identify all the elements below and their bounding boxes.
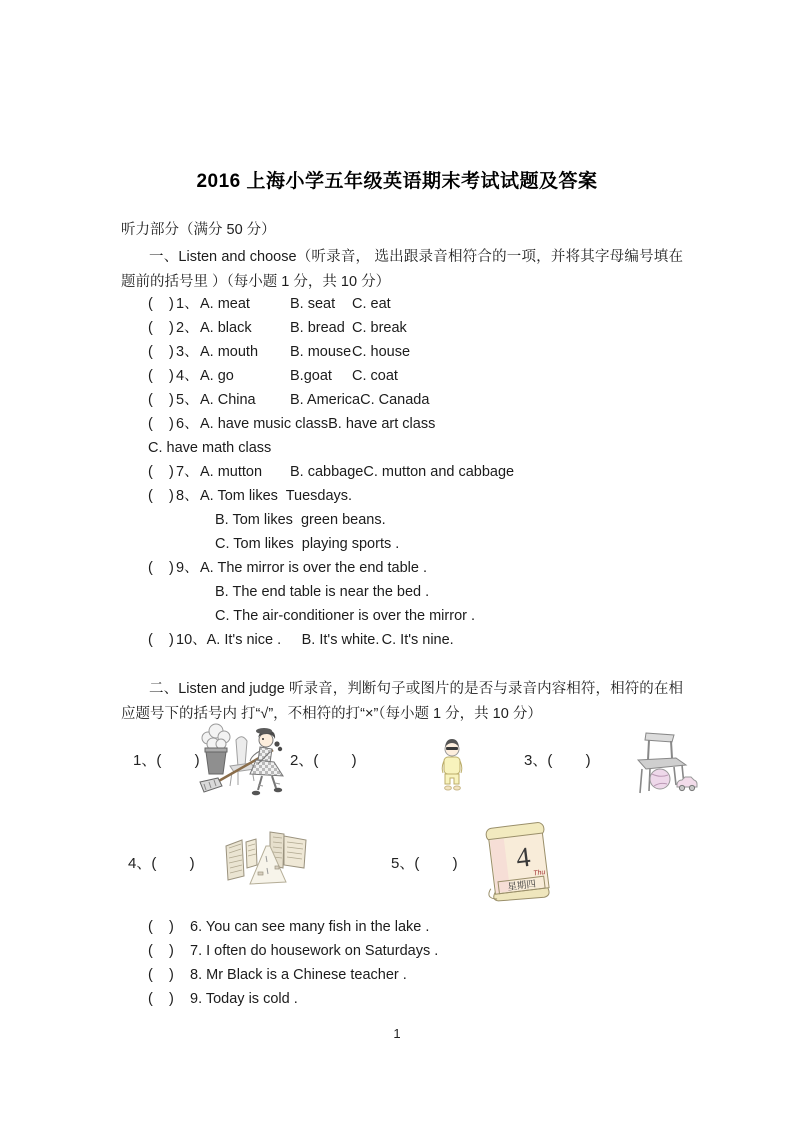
option-a: A. black — [200, 320, 252, 336]
option-b: B. cabbage — [290, 464, 364, 480]
question-number: 7、 — [176, 464, 199, 480]
answer-bracket: ( ) — [148, 368, 174, 384]
option-b: B. have art class — [328, 416, 436, 432]
answer-bracket: ( ) — [148, 392, 174, 408]
girl-sweeping-floor-illustration — [193, 723, 295, 805]
section2-statements — [121, 915, 438, 1011]
answer-bracket: ( ) — [148, 488, 174, 504]
ball-under-chair-with-toy-car-illustration — [618, 730, 698, 800]
question-row-3 — [121, 340, 731, 364]
question-8-option-b: B. Tom likes green beans. — [215, 512, 386, 528]
option-c: C. mutton and cabbage — [363, 464, 515, 480]
section1-question-list — [121, 292, 731, 652]
calendar-day-number: 4 — [514, 841, 533, 875]
question-row-7 — [121, 460, 731, 484]
question-number: 10、 — [176, 632, 207, 648]
option-b: B.goat — [290, 368, 332, 384]
option-c: C. coat — [352, 368, 398, 384]
statement-text: 8. Mr Black is a Chinese teacher . — [190, 967, 407, 983]
question-number: 1、 — [176, 296, 199, 312]
question-9-option-c: C. The air-conditioner is over the mirror . — [215, 608, 476, 624]
calendar-weekday-en: Thu — [532, 869, 546, 878]
question-number: 4、 — [176, 368, 199, 384]
option-b: B. mouse — [290, 344, 352, 360]
question-number: 2、 — [176, 320, 199, 336]
option-a: A. have music class — [200, 416, 329, 432]
answer-bracket: ( ) — [148, 943, 174, 959]
question-row-9 — [121, 556, 731, 580]
option-a: A. China — [200, 392, 256, 408]
question-number: 6、 — [176, 416, 199, 432]
city-street-buildings-illustration — [220, 826, 310, 888]
question-row-4 — [121, 364, 731, 388]
statement-text: 7. I often do housework on Saturdays . — [190, 943, 439, 959]
option-a: A. mutton — [200, 464, 263, 480]
question-number: 8、 — [176, 488, 199, 504]
picture-1-label: 1、( ) — [133, 752, 200, 769]
answer-bracket: ( ) — [148, 967, 174, 983]
option-a: A. go — [200, 368, 234, 384]
page-number: 1 — [393, 1026, 401, 1041]
option-a: A. Tom likes Tuesdays. — [200, 488, 353, 504]
option-a: A. mouth — [200, 344, 259, 360]
answer-bracket: ( ) — [148, 464, 174, 480]
answer-bracket: ( ) — [148, 560, 174, 576]
statement-text: 6. You can see many fish in the lake . — [190, 919, 430, 935]
question-8-option-c: C. Tom likes playing sports . — [215, 536, 400, 552]
option-b: B. seat — [290, 296, 336, 312]
picture-4-label: 4、( ) — [128, 855, 195, 872]
question-row-2 — [121, 316, 731, 340]
question-number: 9、 — [176, 560, 199, 576]
option-c: C. house — [352, 344, 411, 360]
answer-bracket: ( ) — [148, 416, 174, 432]
question-6-option-c: C. have math class — [148, 440, 272, 456]
question-row-5 — [121, 388, 731, 412]
option-c: C. It's nine. — [381, 632, 454, 648]
picture-2-label: 2、( ) — [290, 752, 357, 769]
statement-row-6 — [121, 915, 438, 939]
page-title: 2016 上海小学五年级英语期末考试试题及答案 — [196, 171, 598, 192]
option-b: B. America — [290, 392, 361, 408]
listening-part-header: 听力部分（满分 50 分） — [121, 222, 276, 238]
page-a-day-calendar-illustration — [474, 819, 566, 909]
statement-row-9 — [121, 987, 438, 1011]
question-9-option-b: B. The end table is near the bed . — [215, 584, 430, 600]
answer-bracket: ( ) — [148, 991, 174, 1007]
option-b: B. bread — [290, 320, 345, 336]
option-a: A. meat — [200, 296, 250, 312]
statement-text: 9. Today is cold . — [190, 991, 298, 1007]
calendar-weekday-zh: 星期四 — [506, 878, 537, 894]
option-a: A. The mirror is over the end table . — [200, 560, 428, 576]
question-row-6 — [121, 412, 731, 436]
answer-bracket: ( ) — [148, 320, 174, 336]
question-row-10 — [121, 628, 731, 652]
picture-5-label: 5、( ) — [391, 855, 458, 872]
section1-heading: 一、Listen and choose（听录音， 选出跟录音相符合的一项，并将其字母编号填在题前的括号里 ）（每小题 1 分，共 10 分） — [121, 249, 683, 290]
answer-bracket: ( ) — [148, 296, 174, 312]
option-c: C. Canada — [360, 392, 430, 408]
section2-heading: 二、Listen and judge 听录音，判断句子或图片的是否与录音内容相符，相符的在相应题号下的括号内 打“√”，不相符的打“×”（每小题 1 分，共 10 分） — [121, 681, 683, 722]
statement-row-8 — [121, 963, 438, 987]
question-row-1 — [121, 292, 731, 316]
boy-in-yellow-pajamas-illustration — [436, 736, 468, 796]
answer-bracket: ( ) — [148, 344, 174, 360]
question-number: 3、 — [176, 344, 199, 360]
option-a: A. It's nice . — [206, 632, 282, 648]
option-c: C. break — [352, 320, 407, 336]
answer-bracket: ( ) — [148, 919, 174, 935]
answer-bracket: ( ) — [148, 632, 174, 648]
picture-3-label: 3、( ) — [524, 752, 591, 769]
question-number: 5、 — [176, 392, 199, 408]
question-row-8 — [121, 484, 731, 508]
option-c: C. eat — [352, 296, 391, 312]
statement-row-7 — [121, 939, 438, 963]
option-b: B. It's white. — [301, 632, 380, 648]
